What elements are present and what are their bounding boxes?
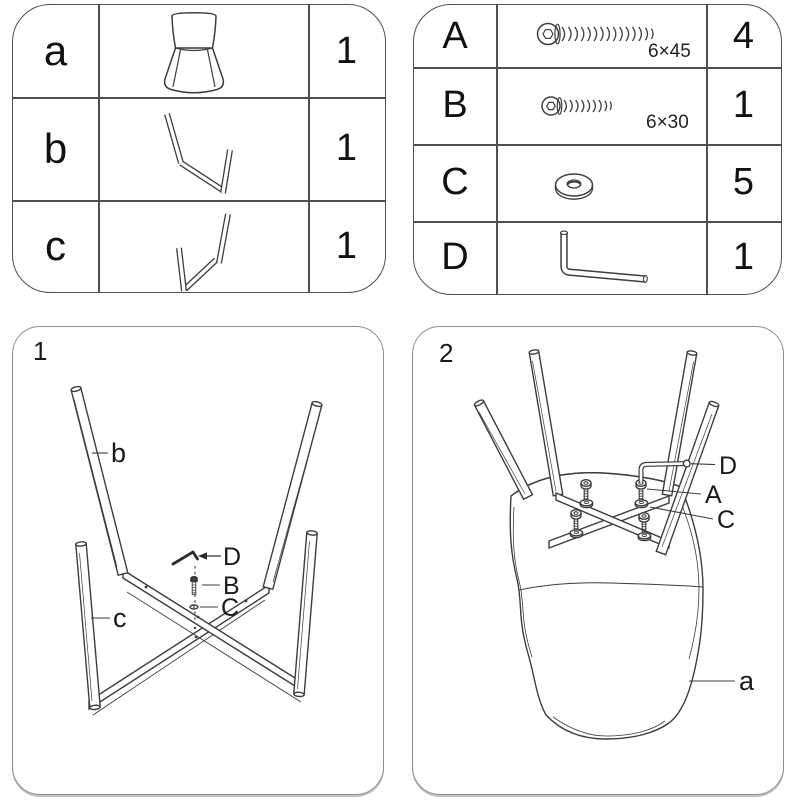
- part-letter-c: c: [45, 222, 66, 269]
- qty-part-c: 1: [335, 224, 358, 267]
- callout-D: D: [719, 452, 738, 480]
- arrowhead: [198, 552, 207, 560]
- hw-letter-C: C: [441, 161, 469, 203]
- callout-C: C: [717, 506, 736, 534]
- allen-key-icon: [173, 552, 198, 564]
- qty-hw-D: 1: [732, 236, 755, 278]
- hw-letter-D: D: [441, 236, 469, 278]
- bolt-hole: [197, 616, 200, 619]
- callout-b: b: [111, 438, 127, 468]
- leg-frame-c-icon: [159, 201, 239, 293]
- washer-icon: [496, 144, 706, 221]
- leg-frame-b-icon: [151, 106, 241, 201]
- step-number: 1: [33, 336, 48, 366]
- bolt-a-size: 6×45: [648, 41, 691, 62]
- bolt-hole: [145, 586, 148, 589]
- washer-icon: [190, 605, 198, 609]
- qty-hw-A: 4: [732, 14, 755, 57]
- bolt-hole: [245, 600, 248, 603]
- part-letter-a: a: [43, 27, 68, 74]
- step-1-drawing: [13, 327, 383, 794]
- hardware-table: [413, 4, 782, 295]
- callout-c: c: [113, 603, 127, 633]
- part-letter-b: b: [43, 124, 68, 172]
- step-1-panel: [12, 326, 384, 795]
- hw-letter-B: B: [442, 84, 468, 126]
- cross-rail-frame-b: [123, 570, 303, 702]
- callout-A: A: [705, 481, 722, 509]
- step-2-drawing: [413, 327, 783, 794]
- short-bolt-icon: [190, 576, 198, 595]
- long-bolt-icon: [496, 5, 706, 67]
- callout-C: C: [221, 594, 240, 622]
- seat-shell-icon: [161, 11, 235, 95]
- qty-hw-C: 5: [732, 161, 755, 203]
- qty-part-a: 1: [335, 29, 358, 72]
- callout-B: B: [223, 572, 240, 600]
- bolt-hole: [195, 636, 198, 639]
- short-bolt-icon: [496, 67, 706, 144]
- step-2-panel: [412, 326, 784, 795]
- table-divider: [98, 5, 100, 292]
- hw-letter-A: A: [442, 14, 468, 57]
- allen-key-icon: [496, 221, 706, 294]
- joint-point: [194, 627, 196, 629]
- callout-a: a: [739, 666, 755, 696]
- callout-D: D: [223, 543, 242, 571]
- step-number: 2: [439, 338, 454, 368]
- qty-part-b: 1: [335, 127, 358, 169]
- qty-hw-B: 1: [732, 84, 755, 126]
- bolt-b-size: 6×30: [646, 112, 689, 133]
- parts-table: [12, 4, 386, 293]
